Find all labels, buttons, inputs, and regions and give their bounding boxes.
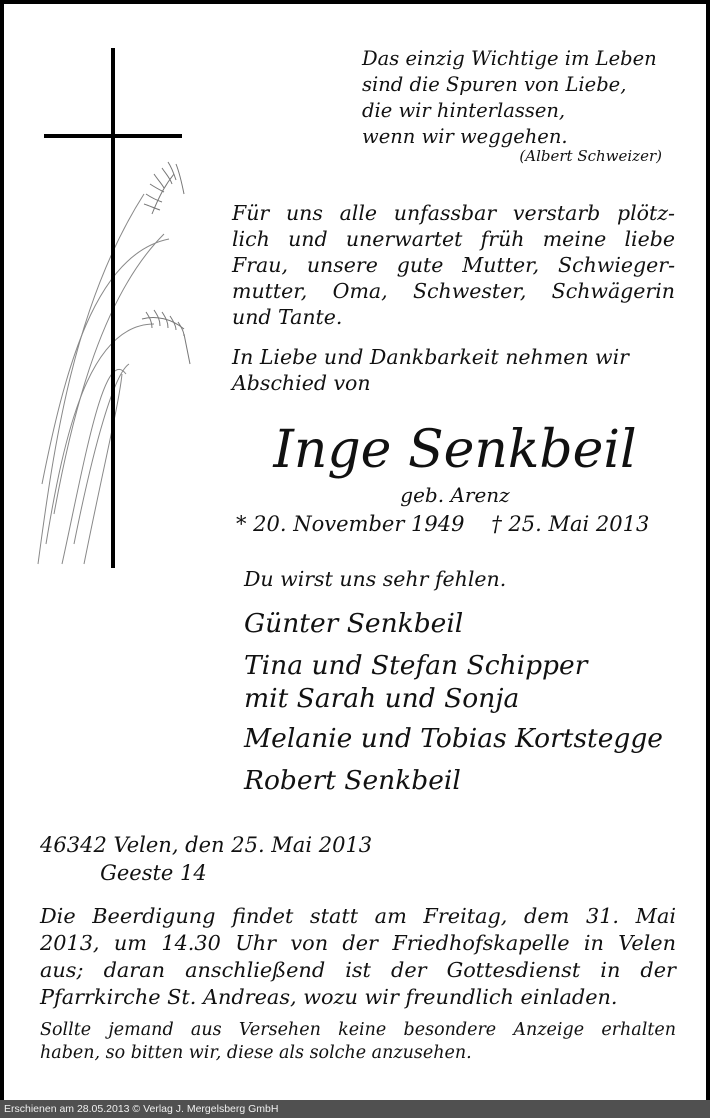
birth-name: geb. Arenz <box>400 483 510 507</box>
address-line: 46342 Velen, den 25. Mai 2013 <box>40 833 373 857</box>
publication-footer: Erschienen am 28.05.2013 © Verlag J. Mergelsberg GmbH <box>0 1100 710 1118</box>
mourner-entry: Günter Senkbeil <box>244 608 464 639</box>
mourner-entry: Robert Senkbeil <box>244 765 461 796</box>
intro-line: Für uns alle unfassbar verstarb plötz- <box>232 201 675 225</box>
funeral-line: Pfarrkirche St. Andreas, wozu wir freundlich einladen. <box>40 985 618 1009</box>
mourner-entry: Melanie und Tobias Kortstegge <box>244 723 663 754</box>
farewell-line: In Liebe und Dankbarkeit nehmen wir <box>232 345 629 369</box>
funeral-line: Die Beerdigung findet statt am Freitag, dem 31. Mai <box>40 904 676 928</box>
funeral-line: 2013, um 14.30 Uhr von der Friedhofskapelle in Velen <box>40 931 676 955</box>
quote-line: sind die Spuren von Liebe, <box>362 73 627 96</box>
intro-line: mutter, Oma, Schwester, Schwägerin <box>232 279 675 303</box>
life-dates: * 20. November 1949 † 25. Mai 2013 <box>236 512 650 536</box>
miss-text: Du wirst uns sehr fehlen. <box>244 567 507 591</box>
address-line: Geeste 14 <box>40 861 207 885</box>
quote-line: die wir hinterlassen, <box>362 99 566 122</box>
quote-line: wenn wir weggehen. <box>362 125 568 148</box>
farewell-line: Abschied von <box>232 371 371 395</box>
notice-remark <box>40 1019 676 1065</box>
quote-line: Das einzig Wichtige im Leben <box>362 47 657 70</box>
intro-paragraph <box>232 200 675 330</box>
farewell-text <box>232 344 629 396</box>
funeral-info <box>40 903 676 1011</box>
quote-author: (Albert Schweizer) <box>519 147 662 165</box>
intro-line: und Tante. <box>232 305 343 329</box>
funeral-line: aus; daran anschließend ist der Gottesdienst in der <box>40 958 676 982</box>
note-line: haben, so bitten wir, diese als solche anzusehen. <box>40 1043 472 1063</box>
mourners-list <box>244 607 663 806</box>
address-block <box>40 831 372 887</box>
note-line: Sollte jemand aus Versehen keine besondere Anzeige erhalten <box>40 1020 676 1040</box>
mourner-entry: Tina und Stefan Schipper mit Sarah und Sonja <box>244 650 588 714</box>
deceased-name: Inge Senkbeil <box>273 420 637 480</box>
epigraph-quote <box>362 46 657 150</box>
intro-line: Frau, unsere gute Mutter, Schwieger- <box>232 253 675 277</box>
intro-line: lich und unerwartet früh meine liebe <box>232 227 675 251</box>
